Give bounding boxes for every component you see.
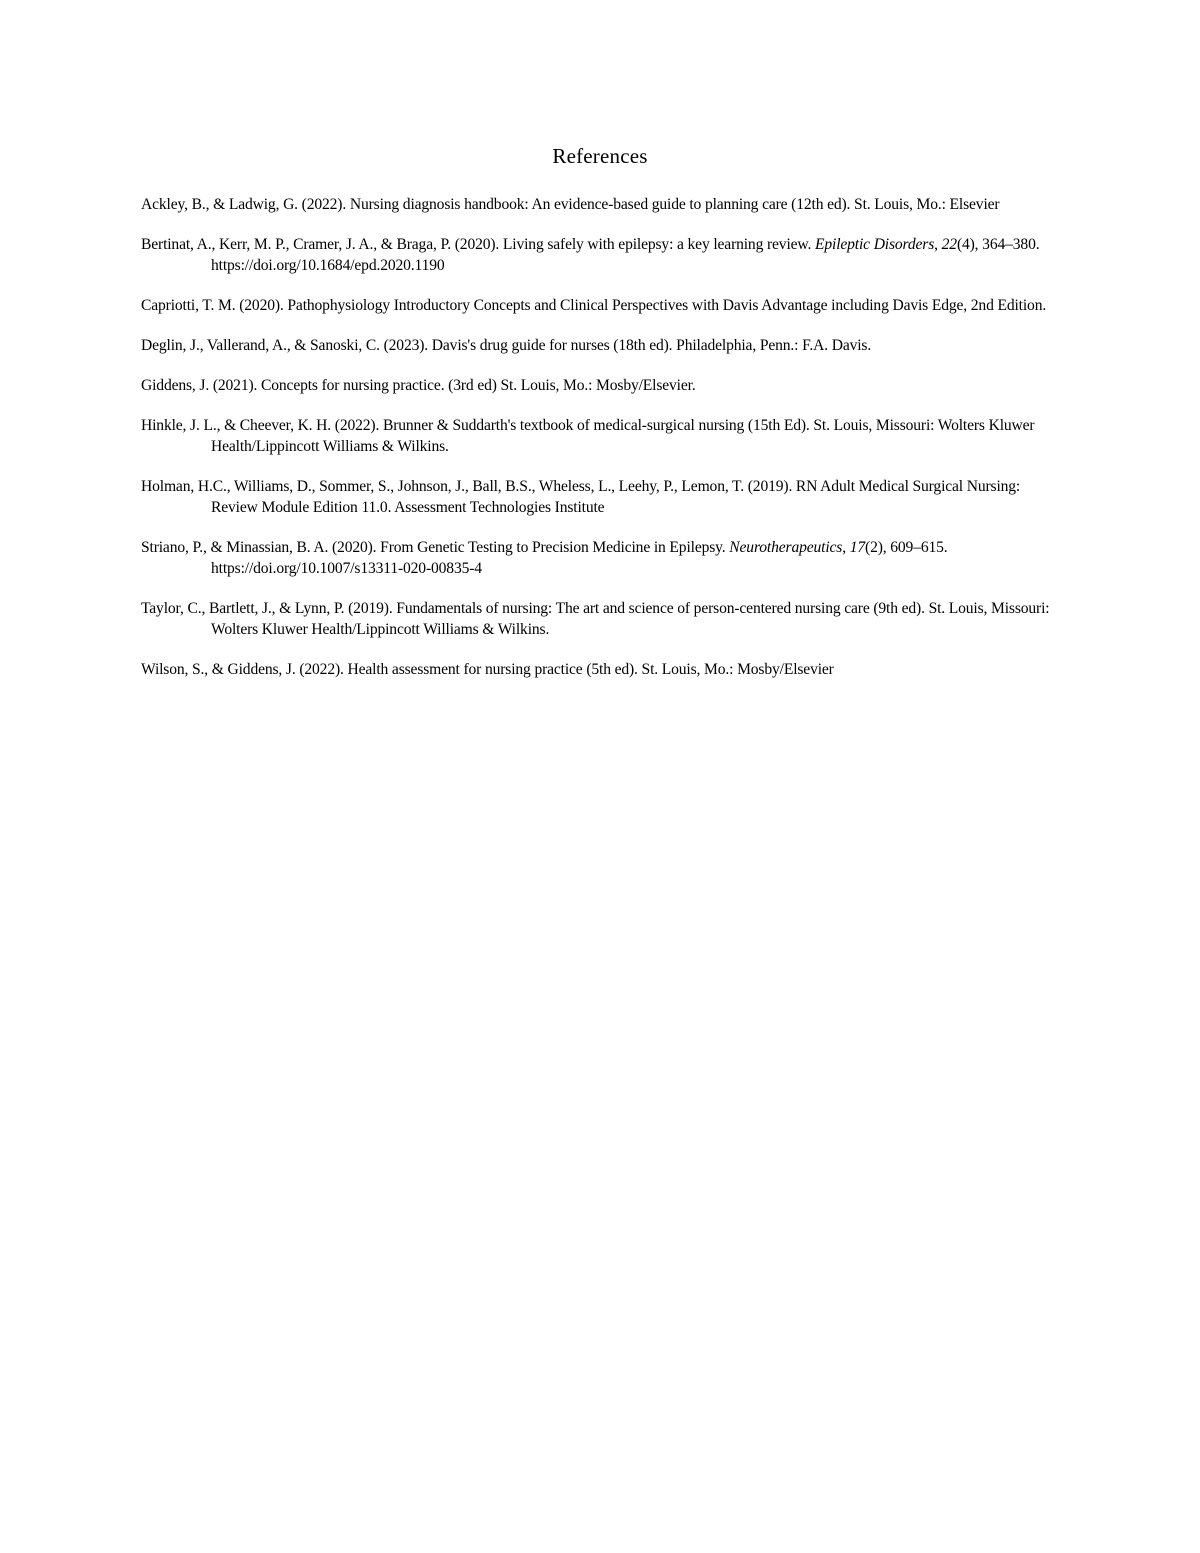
reference-entry	[141, 194, 1061, 215]
reference-text: Capriotti, T. M. (2020). Pathophysiology Introductory Concepts and Clinical Perspectives with Davis Advantage including Davis Edge, 2nd Edition.	[141, 297, 1047, 314]
reference-text: Ackley, B., & Ladwig, G. (2022). Nursing diagnosis handbook: An evidence-based guide to planning care (12th ed). St. Louis, Mo.: Elsevier	[141, 196, 1000, 213]
reference-italic-text: 22	[941, 236, 957, 253]
reference-italic-text: Epileptic Disorders	[815, 236, 935, 253]
reference-text: Striano, P., & Minassian, B. A. (2020). From Genetic Testing to Precision Medicine in Epilepsy.	[141, 539, 730, 556]
reference-entry	[141, 476, 1061, 518]
reference-list	[141, 194, 1061, 699]
reference-entry	[141, 659, 1061, 680]
reference-text: Wilson, S., & Giddens, J. (2022). Health assessment for nursing practice (5th ed). St. Louis, Mo.: Mosby/Elsevier	[141, 661, 834, 678]
reference-text: Bertinat, A., Kerr, M. P., Cramer, J. A., & Braga, P. (2020). Living safely with epilepsy: a key learning review.	[141, 236, 815, 253]
reference-italic-text: 17	[849, 539, 866, 556]
reference-text: (2), 609–615. https://doi.org/10.1007/s13311-020-00835-4	[211, 539, 948, 577]
reference-text: ,	[934, 236, 942, 253]
reference-entry	[141, 335, 1061, 356]
reference-entry	[141, 415, 1061, 457]
reference-entry	[141, 598, 1061, 640]
reference-text: Taylor, C., Bartlett, J., & Lynn, P. (2019). Fundamentals of nursing: The art and science of person-centered nursing care (9th ed). St. Louis, Missouri: Wolters Kluwer Health/Lippincott Williams & Wilkins.	[141, 600, 1050, 638]
reference-text: Giddens, J. (2021). Concepts for nursing practice. (3rd ed) St. Louis, Mo.: Mosby/Elsevier.	[141, 377, 696, 394]
reference-entry	[141, 375, 1061, 396]
reference-italic-text: Neurotherapeutics	[729, 539, 843, 556]
reference-text: (4), 364–380. https://doi.org/10.1684/epd.2020.1190	[211, 236, 1040, 274]
reference-entry	[141, 537, 1061, 579]
references-heading: References	[552, 144, 648, 168]
reference-text: Deglin, J., Vallerand, A., & Sanoski, C. (2023). Davis's drug guide for nurses (18th ed). Philadelphia, Penn.: F.A. Davis.	[141, 337, 872, 354]
reference-entry	[141, 234, 1061, 276]
reference-entry	[141, 295, 1061, 316]
reference-text: Holman, H.C., Williams, D., Sommer, S., Johnson, J., Ball, B.S., Wheless, L., Leehy, P., Lemon, T. (2019). RN Adult Medical Surgical Nursing: Review Module Edition 11.0. Assessment Technologies Institute	[141, 478, 1021, 516]
reference-text: ,	[842, 539, 850, 556]
reference-text: Hinkle, J. L., & Cheever, K. H. (2022). Brunner & Suddarth's textbook of medical-surgical nursing (15th Ed). St. Louis, Missouri: Wolters Kluwer Health/Lippincott Williams & Wilkins.	[141, 417, 1035, 455]
